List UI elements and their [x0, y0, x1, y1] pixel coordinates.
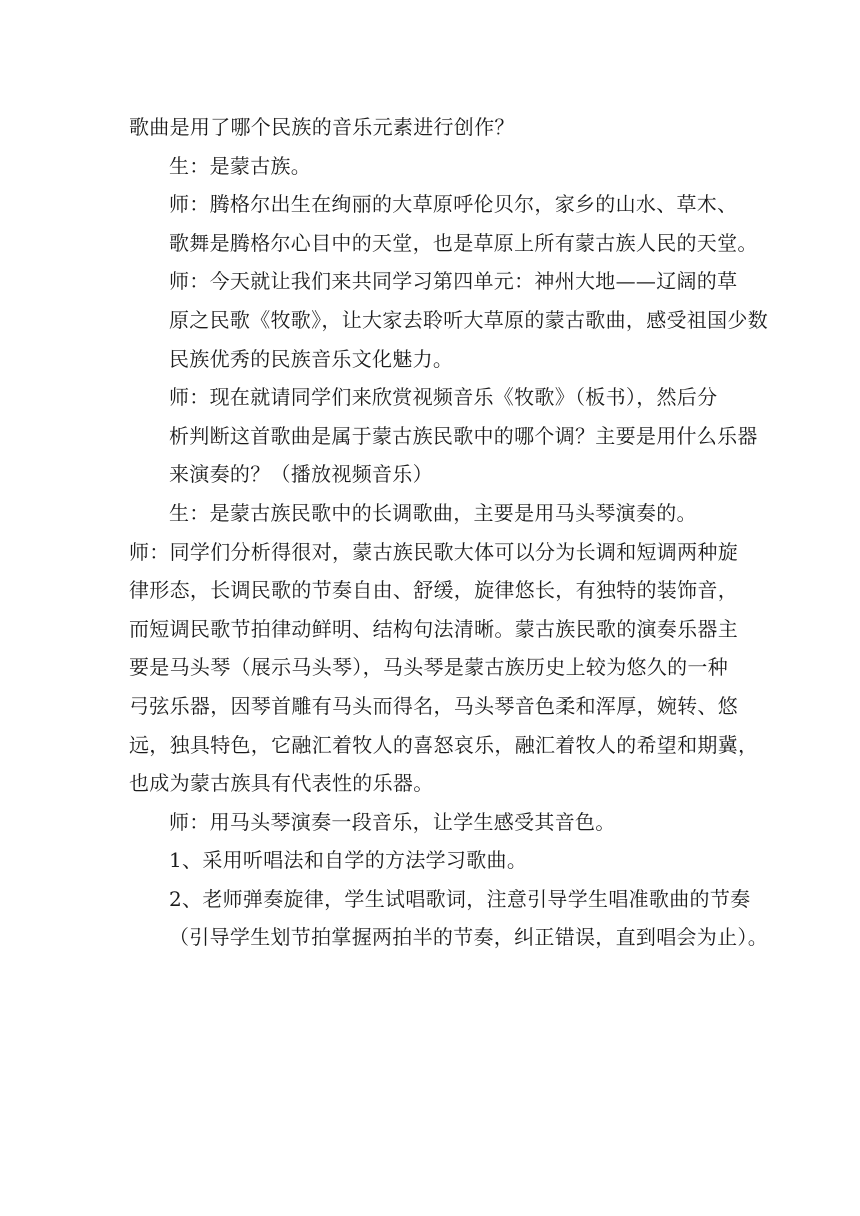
text-line: 民族优秀的民族音乐文化魅力。 [169, 346, 454, 371]
document-body [129, 108, 768, 957]
paragraph [129, 841, 731, 880]
text-line: 原之民歌《牧歌》，让大家去聆听大草原的蒙古歌曲，感受祖国少数 [169, 307, 768, 332]
paragraph [129, 803, 731, 842]
text-line: 歌曲是用了哪个民族的音乐元素进行创作？ [129, 115, 515, 139]
text-line: 生：是蒙古族民歌中的长调歌曲，主要是用马头琴演奏的。 [169, 500, 697, 525]
text-line: （引导学生划节拍掌握两拍半的节奏，纠正错误，直到唱会为止）。 [169, 925, 768, 950]
text-line: 师：用马头琴演奏一段音乐，让学生感受其音色。 [169, 809, 616, 834]
text-line: 远，独具特色，它融汇着牧人的喜怒哀乐，融汇着牧人的希望和期冀， [129, 732, 759, 757]
text-line: 师：现在就请同学们来欣赏视频音乐《牧歌》（板书），然后分 [169, 385, 718, 410]
text-line: 而短调民歌节拍律动鲜明、结构句法清晰。蒙古族民歌的演奏乐器主 [129, 616, 738, 641]
text-line: 弓弦乐器，因琴首雕有马头而得名，马头琴音色柔和浑厚，婉转、悠 [129, 693, 738, 718]
text-line: 生：是蒙古族。 [169, 153, 312, 178]
text-line: 析判断这首歌曲是属于蒙古族民歌中的哪个调？主要是用什么乐器 [169, 423, 758, 448]
text-line: 师：今天就让我们来共同学习第四单元：神州大地——辽阔的草 [169, 269, 738, 294]
text-line: 来演奏的？（播放视频音乐） [169, 462, 433, 487]
paragraph [129, 378, 758, 494]
text-line: 2、老师弹奏旋律，学生试唱歌词，注意引导学生唱准歌曲的节奏 [169, 886, 751, 911]
text-line: 歌舞是腾格尔心目中的天堂，也是草原上所有蒙古族人民的天堂。 [169, 230, 758, 255]
paragraph [129, 185, 758, 262]
paragraph [129, 147, 731, 186]
text-line: 也成为蒙古族具有代表性的乐器。 [129, 771, 434, 796]
text-line: 师：腾格尔出生在绚丽的大草原呼伦贝尔，家乡的山水、草木、 [169, 192, 738, 217]
text-line: 师：同学们分析得很对，蒙古族民歌大体可以分为长调和短调两种旋 [129, 539, 738, 564]
paragraph [129, 262, 768, 378]
text-line: 1、采用听唱法和自学的方法学习歌曲。 [169, 848, 528, 873]
text-line: 律形态，长调民歌的节奏自由、舒缓，旋律悠长，有独特的装饰音， [129, 578, 738, 603]
paragraph [129, 494, 731, 533]
paragraph [129, 108, 731, 147]
text-line: 要是马头琴（展示马头琴），马头琴是蒙古族历史上较为悠久的一种 [129, 655, 728, 680]
paragraph [129, 533, 759, 803]
paragraph [129, 880, 768, 957]
